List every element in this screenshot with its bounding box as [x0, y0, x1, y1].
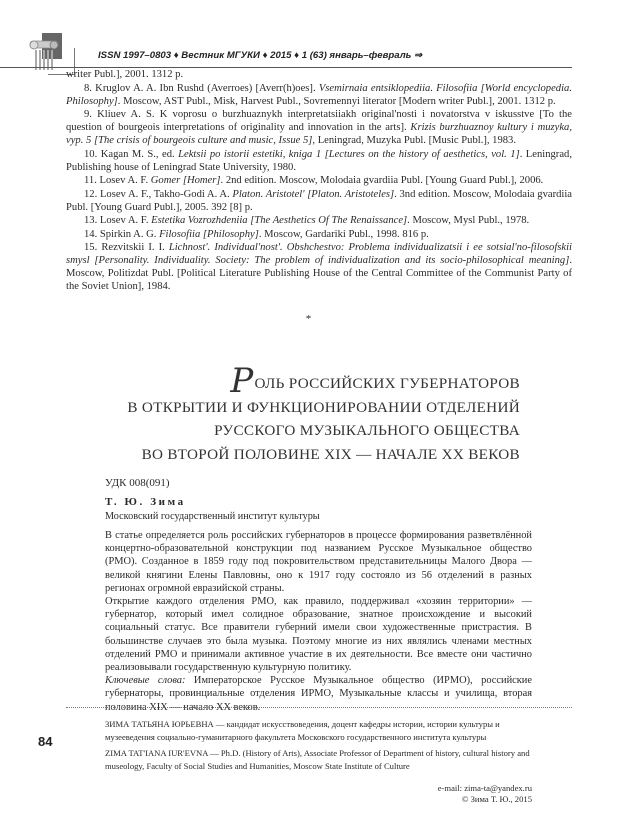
author-affiliation: Московский государственный институт культуры [105, 511, 320, 522]
reference-num: 12. [84, 188, 98, 200]
reference-num: 9. [84, 109, 92, 120]
reference-author: Kliuev A. S. K voprosu o burzhuaznykh interpretatsiiakh original'nosti i novatorstva v iskusstve [To the question of bourgeois interpretations of originality and innovation in the arts]. [66, 109, 572, 133]
udk-code: УДК 008(091) [105, 477, 170, 489]
reference-num: 8. [84, 82, 92, 94]
abstract-paragraph: Открытие каждого отделения РМО, как правило, поддерживал «хозяин территории» — губернатор, который имел солидное образование, знатное происхождение и высокий социальный статус. Все правители губерний имели свои художественные пристрастия. В большинстве случаев это была музыка. Поэтому многие из них являлись членами местных отделений РМО и принимали активное участие в их деятельности. Все вместе они частично реализовывали государственную культурную политику. [105, 596, 532, 674]
author-name: Т. Ю. Зима [105, 496, 186, 508]
reference-italic: Vsemirnaia entsiklopediia. Filosofiia [World encyclopedia. Philosophy] [66, 82, 572, 107]
reference-italic: Lichnost'. Individual'nost'. Obshchestvo: Problema individualizatsii i ee sotsial'no-filosofskii smysl [Personality. Individuality. Society: The problem of individualization and its socio-philosophical meaning] [66, 242, 573, 266]
page-number: 84 [38, 734, 53, 749]
reference-item [66, 108, 572, 147]
reference-rest: . Moscow, AST Publ., Misk, Harvest Publ., Sovremennyi literator [Modern writer Publ.], 2001. 1312 p. [117, 95, 556, 107]
bio-english: ZIMA TAT'IANA IUR'EVNA — Ph.D. (History of Arts), Associate Professor of Department of history, cultural history and museology, Faculty of Social Studies and Humanities, Moscow State Institute of Culture [105, 748, 530, 771]
dotted-divider [66, 707, 572, 708]
reference-author: Kruglov A. A. Ibn Rushd (Averroes) [Averr(h)oes]. [95, 82, 319, 94]
reference-item [66, 82, 572, 108]
ionic-column-logo-icon [28, 33, 64, 75]
reference-rest: . Moscow, Gardariki Publ., 1998. 816 p. [258, 228, 429, 240]
reference-italic: Platon. Aristotel' [Platon. Aristoteles] [232, 188, 395, 200]
keywords: Ключевые слова: Императорское Русское Музыкальное общество (ИРМО), российские губернаторы, провинциальные отделения ИРМО, Музыкальные классы и училища, вторая половина XIX — начало XX веков. [105, 675, 532, 713]
reference-italic: Estetika Vozrozhdeniia [The Aesthetics Of The Renaissance] [151, 215, 408, 226]
article-title [127, 361, 520, 466]
title-line: В ОТКРЫТИИ И ФУНКЦИОНИРОВАНИИ ОТДЕЛЕНИЙ [127, 398, 520, 416]
reference-rest: , Leningrad, Muzyka Publ. [Music Publ.], 1983. [312, 135, 517, 146]
title-line: РУССКОГО МУЗЫКАЛЬНОГО ОБЩЕСТВА [214, 422, 520, 439]
reference-item [66, 214, 572, 227]
reference-num: 15. [84, 242, 98, 253]
reference-item [66, 241, 572, 293]
title-line: РОЛЬ РОССИЙСКИХ ГУБЕРНАТОРОВ [230, 361, 520, 401]
reference-author: Spirkin A. G. [99, 228, 160, 240]
author-email[interactable]: e-mail: zima-ta@yandex.ru [437, 783, 532, 793]
reference-num: 11. [84, 175, 97, 186]
reference-italic: Krizis burzhuaznoy kultury i muzyka, vyp. 5 [The crisis of bourgeois culture and music, Issue 5] [66, 122, 572, 146]
reference-rest: . Moscow, Mysl Publ., 1978. [407, 215, 530, 226]
reference-author: Losev A. F., Takho-Godi A. A. [99, 188, 233, 200]
reference-num: 10. [84, 148, 98, 160]
reference-item [66, 174, 572, 187]
reference-item [66, 188, 572, 214]
bio-russian: ЗИМА ТАТЬЯНА ЮРЬЕВНА — кандидат искусствоведения, доцент кафедры истории, истории культуры и музееведения социально-гуманитарного факультета Московского государственного института культуры [105, 719, 500, 742]
reference-italic: Filosofiia [Philosophy] [159, 228, 259, 240]
abstract [105, 529, 532, 714]
title-line: ВО ВТОРОЙ ПОЛОВИНЕ XIX — НАЧАЛЕ XX ВЕКОВ [141, 445, 520, 463]
reference-item: writer Publ.], 2001. 1312 p. [66, 69, 184, 80]
reference-item [66, 148, 572, 174]
title-drop-cap: Р [230, 361, 254, 401]
reference-italic: Gomer [Homer] [150, 175, 221, 186]
author-bio [105, 718, 535, 776]
reference-rest: . 2nd edition. Moscow, Molodaia gvardiia Publ. [Young Guard Publ.], 2006. [220, 175, 544, 186]
reference-rest: . 3nd edition. Moscow, Molodaia gvardiia Publ. [Young Guard Publ.], 2005. 392 [8] p. [66, 188, 572, 213]
abstract-paragraph: В статье определяется роль российских губернаторов в процессе формирования разветвлённой концертно-образовательной конструкции под названием Русское Музыкальное общество (РМО). Созданное в 1859 году под покровительством представительницы Малого Двора — великой княгини Елены Павловны, оно к 1917 году состояло из 56 отделений в разных регионах огромной евразийской страны. [105, 530, 532, 594]
contact-block [300, 783, 532, 805]
reference-num: 14. [84, 228, 98, 240]
running-head: ISSN 1997–0803 ♦ Вестник МГУКИ ♦ 2015 ♦ 1 (63) январь–февраль ⇒ [98, 50, 423, 61]
reference-italic: Lektsii po istorii estetiki, kniga 1 [Lectures on the history of aesthetics, vol. 1] [178, 148, 520, 160]
copyright: © Зима Т. Ю., 2015 [461, 794, 532, 804]
reference-num: 13. [84, 215, 98, 226]
keywords-label: Ключевые слова: [105, 675, 186, 687]
reference-rest: . Leningrad, Publishing house of Leningrad State University, 1980. [66, 148, 572, 173]
reference-author: Losev A. F. [99, 175, 151, 186]
reference-list [66, 68, 572, 293]
reference-author: Rezvitskii I. I. [101, 242, 169, 253]
section-separator: * [305, 313, 312, 325]
reference-item [66, 228, 572, 241]
reference-rest: . Moscow, Politizdat Publ. [Political Literature Publishing House of the Central Committee of the Communist Party of the Soviet Union], 1984. [66, 255, 572, 292]
reference-author: Losev A. F. [99, 215, 152, 226]
reference-author: Kagan M. S., ed. [100, 148, 179, 160]
